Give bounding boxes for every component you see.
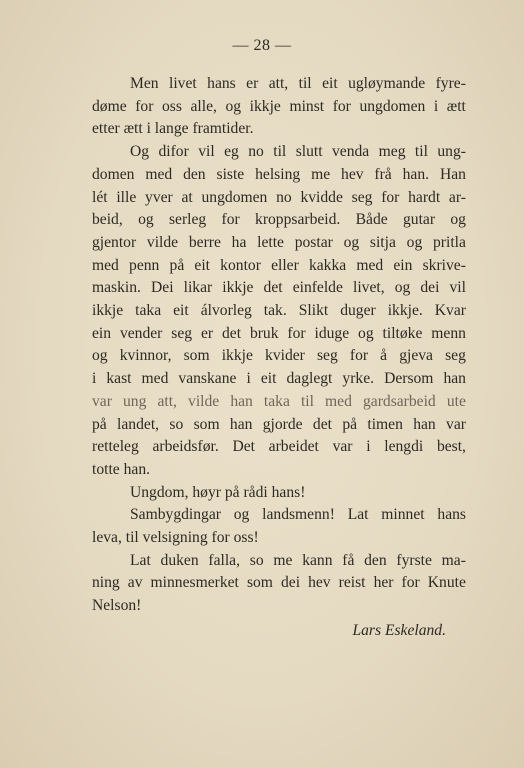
text-line: maskin. Dei likar ikkje det einfelde livet, og dei vil (92, 279, 466, 297)
text-line: ein vender seg er det bruk for iduge og tiltøke menn (92, 324, 466, 342)
text-line: leva, til velsigning for oss! (92, 529, 259, 547)
text-line: Sambygdingar og landsmenn! Lat minnet hans (130, 506, 466, 524)
text-line: gjentor vilde berre ha lette postar og sitja og pritla (92, 233, 466, 251)
text-line: døme for oss alle, og ikkje minst for ungdomen i ætt (92, 97, 466, 115)
text-line: Og difor vil eg no til slutt venda meg til ung- (130, 143, 466, 161)
text-line: retteleg arbeidsfør. Det arbeidet var i lengdi best, (92, 438, 466, 456)
text-line: domen med den siste helsing me hev frå han. Han (92, 165, 466, 183)
text-line: lét ille yver at ungdomen no kvidde seg for hardt ar- (92, 188, 466, 206)
text-line: og kvinnor, som ikkje kvider seg for å gjeva seg (92, 347, 466, 365)
text-line: ning av minnesmerket som dei hev reist her for Knute (92, 574, 466, 592)
text-line: beid, og serleg for kroppsarbeid. Både gutar og (92, 211, 466, 229)
text-line: ikkje taka eit álvorleg tak. Slikt duger ikkje. Kvar (92, 302, 466, 320)
text-line: med penn på eit kontor eller kakka med ein skrive- (92, 256, 466, 274)
text-line: på landet, so som han gjorde det på timen han var (92, 415, 466, 433)
page-number: — 28 — (232, 37, 292, 54)
text-line: i kast med vanskane i eit daglegt yrke. Dersom han (92, 370, 466, 388)
text-line: etter ætt i lange framtider. (92, 120, 254, 138)
text-line: Lat duken falla, so me kann få den fyrste ma- (130, 551, 466, 569)
text-line: Ungdom, høyr på rådi hans! (130, 483, 306, 501)
text-line: Men livet hans er att, til eit ugløymande fyre- (130, 75, 466, 92)
text-line: Lars Eskeland. (352, 621, 446, 639)
text-line: Nelson! (92, 597, 142, 615)
text-body (92, 73, 466, 643)
text-line: var ung att, vilde han taka til med gardsarbeid ute (92, 392, 466, 410)
text-line: totte han. (92, 460, 151, 478)
